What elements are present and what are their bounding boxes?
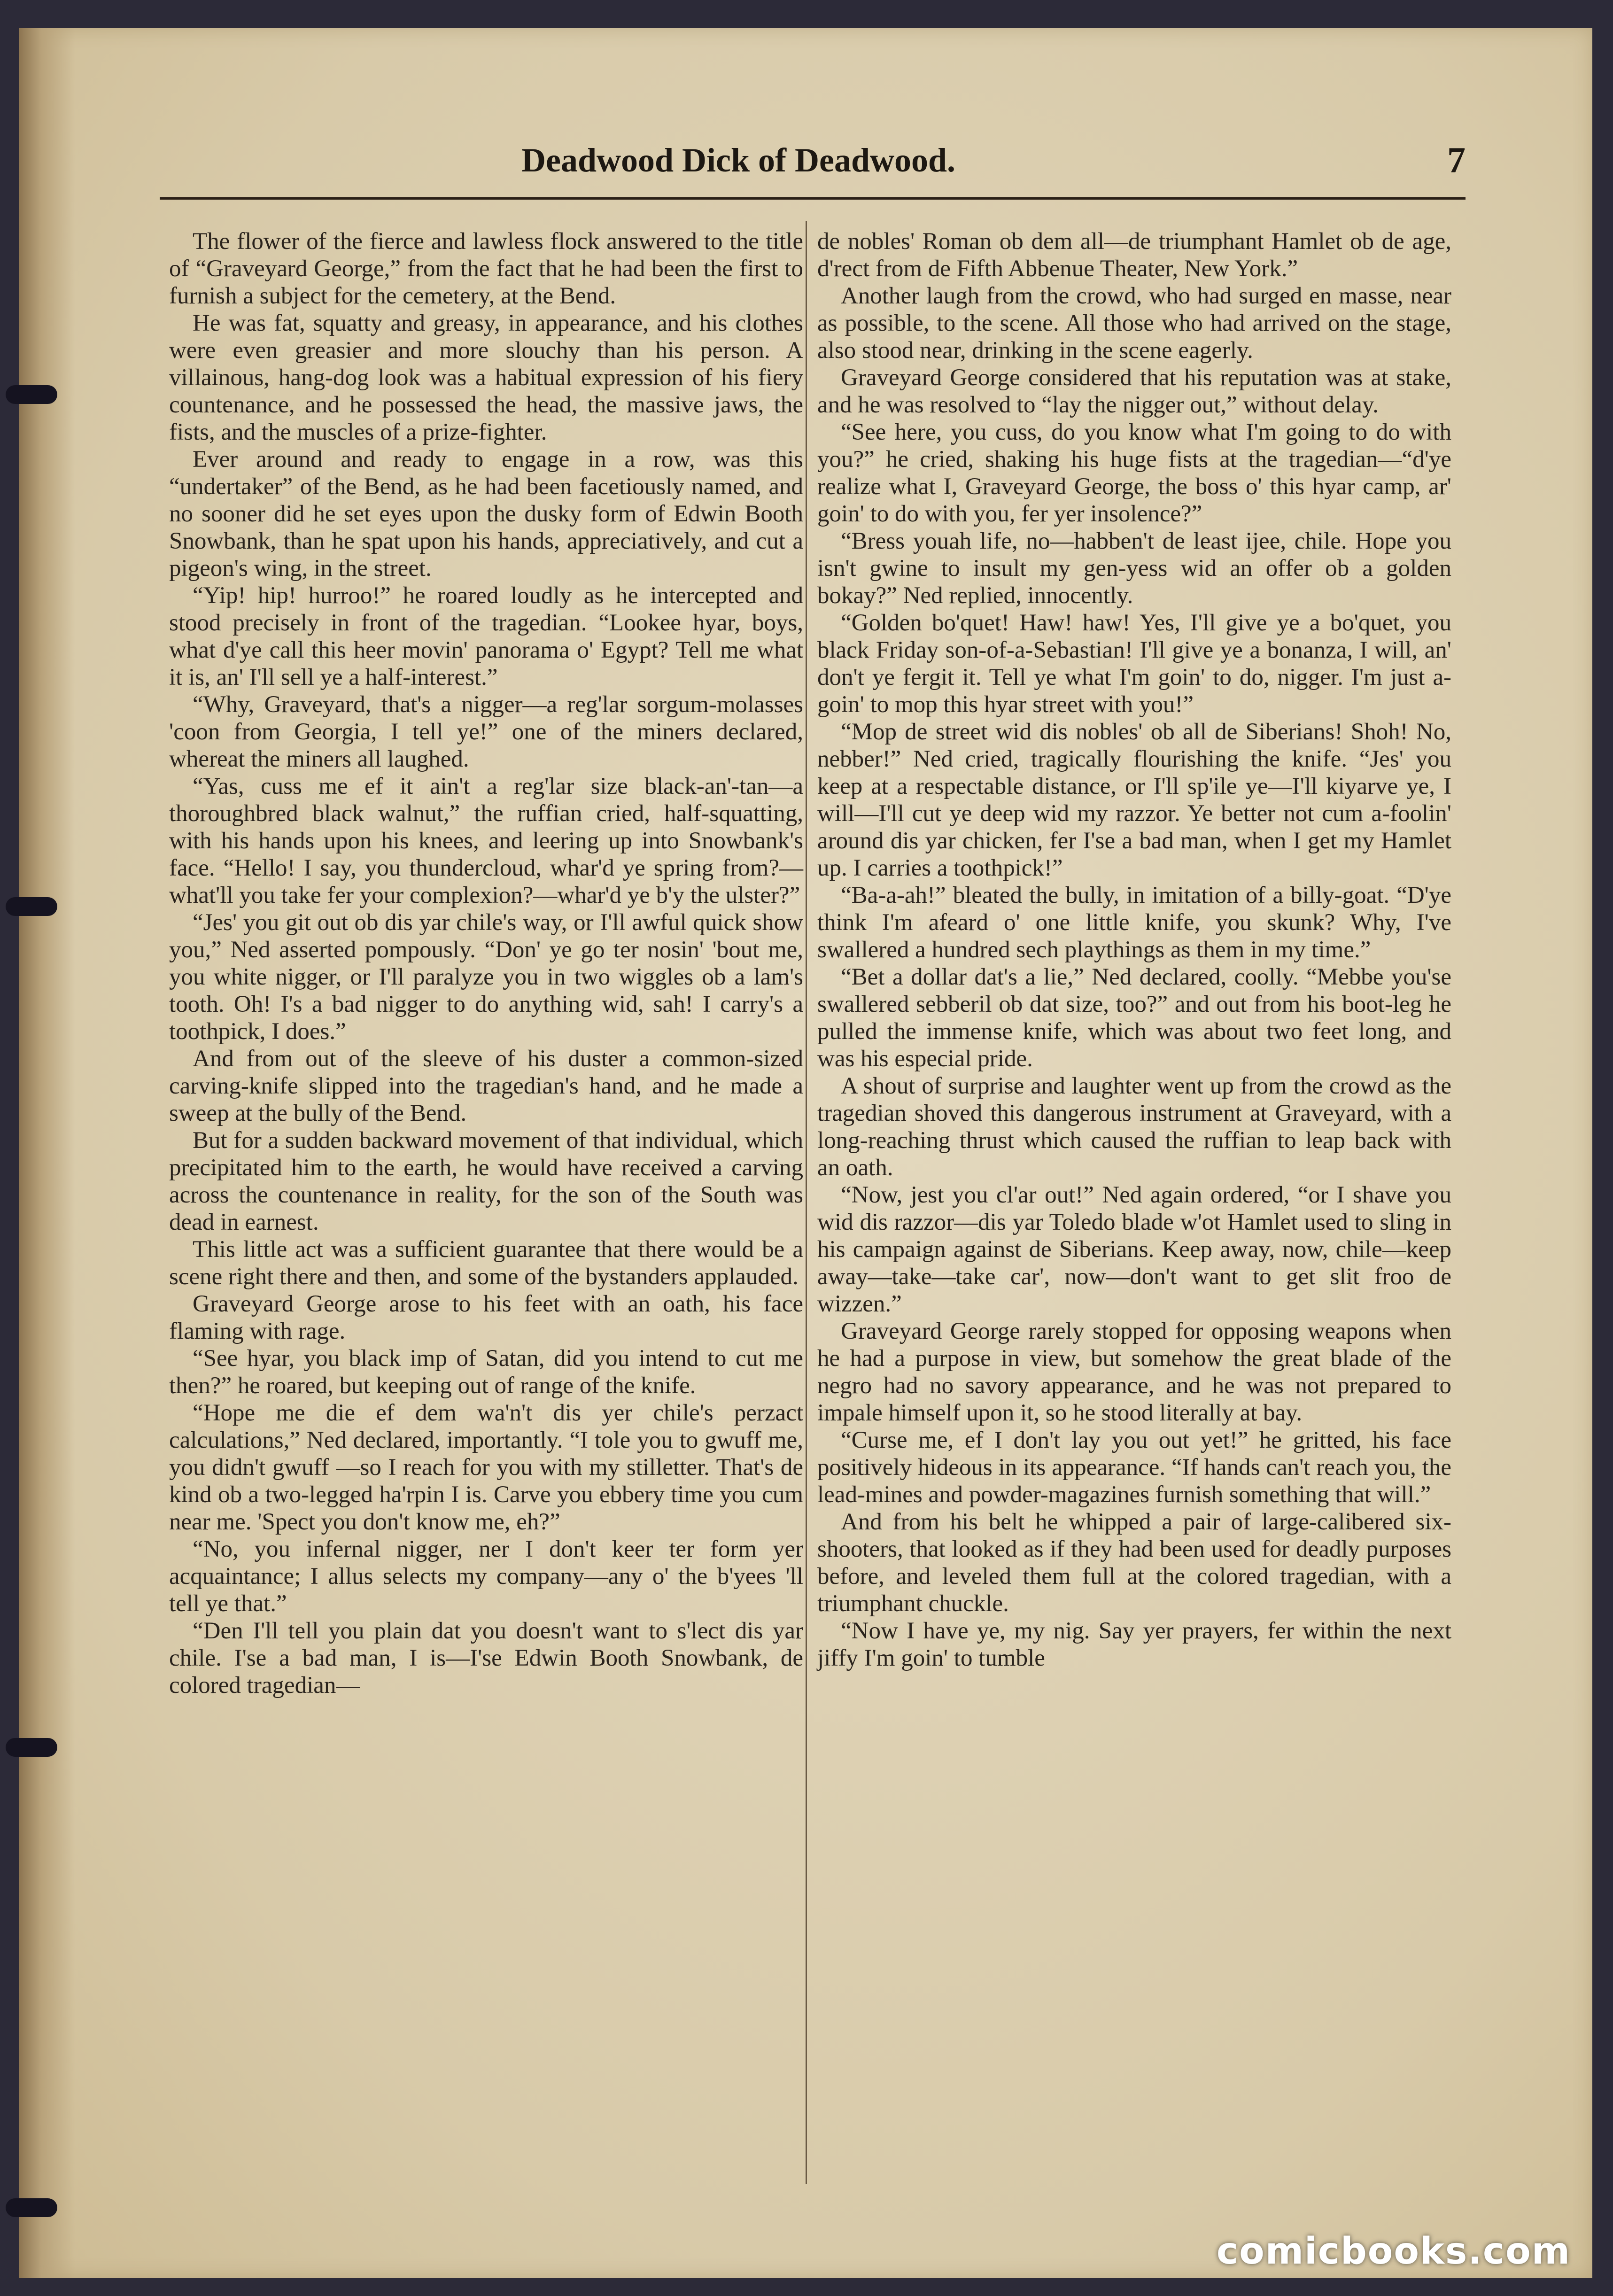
paragraph: “Yas, cuss me ef it ain't a reg'lar size black-an'-tan—a thoroughbred black walnut,” the ruffian cried, half-squatting, with his hands upon his knees, and leering up into Snowbank's face. “Hello! I say, you thundercloud, whar'd ye spring from?—what'll you take fer your complexion?—whar'd ye b'y the ulster?”	[169, 773, 803, 908]
running-header	[160, 127, 1466, 200]
paragraph: And from his belt he whipped a pair of large-calibered six-shooters, that looked as if they had been used for deadly purposes before, and leveled them full at the colored tragedian, with a triumphant chuckle.	[817, 1509, 1451, 1617]
paragraph: “Bet a dollar dat's a lie,” Ned declared, coolly. “Mebbe you'se swallered sebberil ob dat size, too?” and out from his boot-leg he pulled the immense knife, which was about two feet long, and was his especial pride.	[817, 964, 1451, 1072]
paragraph: “See hyar, you black imp of Satan, did you intend to cut me then?” he roared, but keeping out of range of the knife.	[169, 1345, 803, 1399]
page-number: 7	[1447, 140, 1466, 180]
binding-stitch	[6, 2198, 57, 2217]
paragraph: And from out of the sleeve of his duster a common-sized carving-knife slipped into the tragedian's hand, and he made a sweep at the bully of the Bend.	[169, 1046, 803, 1126]
paragraph: “Why, Graveyard, that's a nigger—a reg'lar sorgum-molasses 'coon from Georgia, I tell ye!” one of the miners declared, whereat the miners all laughed.	[169, 691, 803, 772]
binding-stitch	[6, 1738, 57, 1757]
paragraph: A shout of surprise and laughter went up from the crowd as the tragedian shoved this dangerous instrument at Graveyard, with a long-reaching thrust which caused the ruffian to leap back with an oath.	[817, 1073, 1451, 1181]
paragraph: “Bress youah life, no—habben't de least ijee, chile. Hope you isn't gwine to insult my gen-yess wid an offer ob a golden bokay?” Ned replied, innocently.	[817, 528, 1451, 609]
paragraph: Ever around and ready to engage in a row, was this “undertaker” of the Bend, as he had been facetiously named, and no sooner did he set eyes upon the dusky form of Edwin Booth Snowbank, than he spat upon his hands, appreciatively, and cut a pigeon's wing, in the street.	[169, 446, 803, 582]
paragraph: “Curse me, ef I don't lay you out yet!” he gritted, his face positively hideous in its appearance. “If hands can't reach you, the lead-mines and powder-magazines furnish something that will.”	[817, 1427, 1451, 1508]
binding-stitch	[6, 385, 57, 404]
paragraph: “Golden bo'quet! Haw! haw! Yes, I'll give ye a bo'quet, you black Friday son-of-a-Sebastian! I'll give ye a bonanza, I will, an' don't ye fergit it. Tell ye what I'm goin' to do, nigger. I'm just a-goin' to mop this hyar street with you!”	[817, 610, 1451, 718]
column-divider	[806, 221, 807, 2184]
paragraph: Graveyard George considered that his reputation was at stake, and he was resolved to “lay the nigger out,” without delay.	[817, 365, 1451, 418]
watermark: comicbooks.com	[1216, 2230, 1571, 2273]
paragraph: Another laugh from the crowd, who had surged en masse, near as possible, to the scene. All those who had arrived on the stage, also stood near, drinking in the scene eagerly.	[817, 283, 1451, 364]
left-column	[169, 228, 803, 1699]
paragraph: This little act was a sufficient guarantee that there would be a scene right there and then, and some of the bystanders applauded.	[169, 1236, 803, 1290]
right-column	[817, 228, 1451, 1672]
paragraph: “Ba-a-ah!” bleated the bully, in imitation of a billy-goat. “D'ye think I'm afeard o' one little knife, you skunk? Why, I've swallered a hundred sech playthings as them in my time.”	[817, 882, 1451, 963]
page-gutter	[19, 28, 75, 2278]
paragraph: The flower of the fierce and lawless flock answered to the title of “Graveyard George,” from the fact that he had been the first to furnish a subject for the cemetery, at the Bend.	[169, 228, 803, 309]
paragraph: But for a sudden backward movement of that individual, which precipitated him to the earth, he would have received a carving across the countenance in reality, for the son of the South was dead in earnest.	[169, 1127, 803, 1235]
paragraph: “Now I have ye, my nig. Say yer prayers, fer within the next jiffy I'm goin' to tumble	[817, 1618, 1451, 1671]
paragraph: “Yip! hip! hurroo!” he roared loudly as he intercepted and stood precisely in front of the tragedian. “Lookee hyar, boys, what d'ye call this heer movin' panorama o' Egypt? Tell me what it is, an' I'll sell ye a half-interest.”	[169, 582, 803, 690]
paragraph: He was fat, squatty and greasy, in appearance, and his clothes were even greasier and more slouchy than his person. A villainous, hang-dog look was a habitual expression of his fiery countenance, and he possessed the head, the massive jaws, the fists, and the muscles of a prize-fighter.	[169, 310, 803, 445]
binding-stitch	[6, 897, 57, 916]
paragraph: “Hope me die ef dem wa'n't dis yer chile's perzact calculations,” Ned declared, importantly. “I tole you to gwuff me, you didn't gwuff —so I reach for you with my stilletter. That's de kind ob a two-legged ha'rpin I is. Carve you ebbery time you cum near me. 'Spect you don't know me, eh?”	[169, 1400, 803, 1535]
paragraph: de nobles' Roman ob dem all—de triumphant Hamlet ob de age, d'rect from de Fifth Abbenue Theater, New York.”	[817, 228, 1451, 282]
paragraph: “See here, you cuss, do you know what I'm going to do with you?” he cried, shaking his huge fists at the tragedian—“d'ye realize what I, Graveyard George, the boss o' this hyar camp, ar' goin' to do with you, fer yer insolence?”	[817, 419, 1451, 527]
paragraph: “No, you infernal nigger, ner I don't keer ter form yer acquaintance; I allus selects my company—any o' the b'yees 'll tell ye that.”	[169, 1536, 803, 1617]
paragraph: “Den I'll tell you plain dat you doesn't want to s'lect dis yar chile. I'se a bad man, I is—I'se Edwin Booth Snowbank, de colored tragedian—	[169, 1618, 803, 1699]
paragraph: “Mop de street wid dis nobles' ob all de Siberians! Shoh! No, nebber!” Ned cried, tragically flourishing the knife. “Jes' you keep at a respectable distance, or I'll sp'ile ye—I'll kiyarve ye, I will—I'll cut ye deep wid my razzor. Ye better not cum a-foolin' around dis yar chicken, fer I'se a bad man, when I get my Hamlet up. I carries a toothpick!”	[817, 719, 1451, 881]
paragraph: Graveyard George arose to his feet with an oath, his face flaming with rage.	[169, 1291, 803, 1344]
paragraph: “Now, jest you cl'ar out!” Ned again ordered, “or I shave you wid dis razzor—dis yar Toledo blade w'ot Hamlet used to sling in his campaign against de Siberians. Keep away, now, chile—keep away—take—take car', now—don't want to get slit froo de wizzen.”	[817, 1182, 1451, 1317]
page-title: Deadwood Dick of Deadwood.	[521, 141, 956, 179]
paragraph: Graveyard George rarely stopped for opposing weapons when he had a purpose in view, but somehow the great blade of the negro had no savory appearance, and he was not prepared to impale himself upon it, so he stood literally at bay.	[817, 1318, 1451, 1426]
paragraph: “Jes' you git out ob dis yar chile's way, or I'll awful quick show you,” Ned asserted pompously. “Don' ye go ter nosin' 'bout me, you white nigger, or I'll paralyze you in two wiggles ob a lam's tooth. Oh! I's a bad nigger to do anything wid, sah! I carry's a toothpick, I does.”	[169, 909, 803, 1045]
